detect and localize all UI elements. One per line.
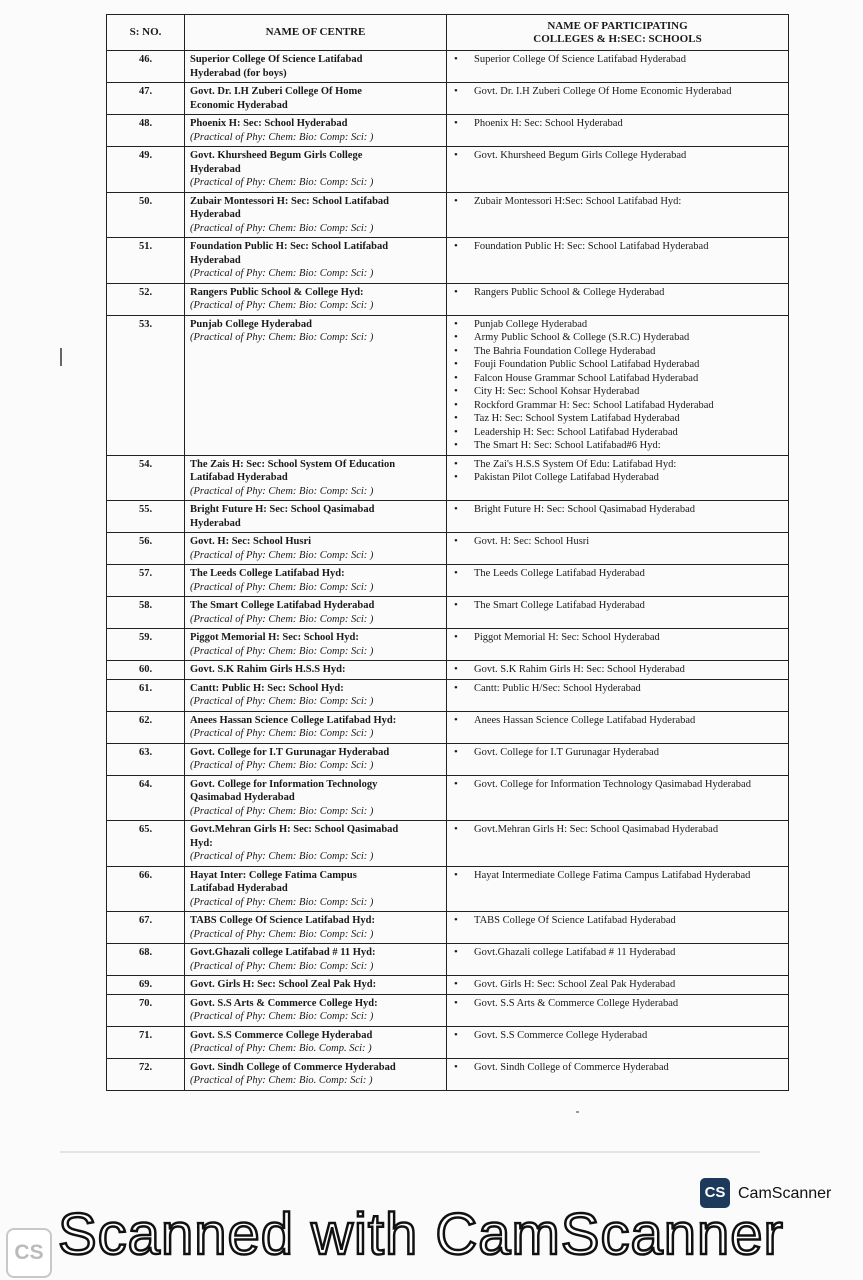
participants-list <box>452 240 783 254</box>
centre-cell <box>185 1026 447 1058</box>
participant-item: • TABS College Of Science Latifabad Hyderabad <box>452 914 783 928</box>
row-serial-number: 65. <box>107 821 185 867</box>
row-serial-number: 68. <box>107 944 185 976</box>
centre-name-line: Govt. Khursheed Begum Girls College <box>190 150 363 161</box>
scanned-with-watermark: Scanned with CamScanner <box>58 1202 784 1267</box>
centre-name-line: Govt. Girls H: Sec: School Zeal Pak Hyd: <box>190 979 377 990</box>
participant-item: • Govt.Ghazali college Latifabad # 11 Hyderabad <box>452 946 783 960</box>
participants-list <box>452 567 783 581</box>
practical-note: (Practical of Phy: Chem: Bio: Comp: Sci: ) <box>190 131 374 143</box>
centre-cell <box>185 976 447 995</box>
centre-name-line: Hyd: <box>190 837 213 849</box>
practical-note: (Practical of Phy: Chem: Bio: Comp: Sci: ) <box>190 268 374 279</box>
table-row <box>107 455 789 501</box>
participants-cell <box>447 912 789 944</box>
participants-list <box>452 458 783 485</box>
participant-item: • Govt. S.S Arts & Commerce College Hyderabad <box>452 997 783 1011</box>
participant-item: • Punjab College Hyderabad <box>452 318 783 332</box>
table-row <box>107 147 789 193</box>
row-serial-number: 63. <box>107 743 185 775</box>
practical-note: (Practical of Phy: Chem: Bio: Comp: Sci: ) <box>190 896 374 908</box>
participant-item: • Superior College Of Science Latifabad Hyderabad <box>452 53 783 67</box>
participants-list <box>452 946 783 960</box>
practical-note: (Practical of Phy: Chem: Bio: Comp: Sci: ) <box>190 177 374 188</box>
participant-item: • Govt. Girls H: Sec: School Zeal Pak Hyderabad <box>452 978 783 992</box>
participant-item: • The Zai's H.S.S System Of Edu: Latifabad Hyd: <box>452 458 783 472</box>
participants-list <box>452 599 783 613</box>
practical-note: (Practical of Phy: Chem: Bio: Comp: Sci: ) <box>190 332 374 343</box>
participants-list <box>452 746 783 760</box>
centre-name-line: Phoenix H: Sec: School Hyderabad <box>190 118 348 129</box>
participant-item: • Govt. Sindh College of Commerce Hyderabad <box>452 1061 783 1075</box>
participants-cell <box>447 821 789 867</box>
practical-note: (Practical of Phy: Chem: Bio: Comp: Sci: ) <box>190 728 374 739</box>
practical-note: (Practical of Phy: Chem: Bio. Comp: Sci: ) <box>190 1075 373 1086</box>
centre-cell <box>185 912 447 944</box>
row-serial-number: 71. <box>107 1026 185 1058</box>
table-row <box>107 944 789 976</box>
centre-cell <box>185 192 447 238</box>
centre-name-line: Bright Future H: Sec: School Qasimabad <box>190 504 375 515</box>
table-row <box>107 192 789 238</box>
participants-cell <box>447 238 789 284</box>
centre-name-line: Govt. Sindh College of Commerce Hyderabad <box>190 1061 396 1073</box>
header-participating-line2: COLLEGES & H:SEC: SCHOOLS <box>533 32 702 45</box>
centre-name-line: Govt. S.K Rahim Girls H.S.S Hyd: <box>190 664 346 675</box>
row-serial-number: 52. <box>107 283 185 315</box>
table-header-row <box>107 15 789 51</box>
participants-cell <box>447 192 789 238</box>
participants-list <box>452 85 783 99</box>
camscanner-watermark-logo-icon: CS <box>6 1228 52 1278</box>
table-row <box>107 994 789 1026</box>
participant-item: • Piggot Memorial H: Sec: School Hyderabad <box>452 631 783 645</box>
participants-cell <box>447 976 789 995</box>
participant-item: • The Smart H: Sec: School Latifabad#6 Hyd: <box>452 439 783 453</box>
participants-list <box>452 663 783 677</box>
participants-cell <box>447 629 789 661</box>
table-row <box>107 743 789 775</box>
centre-name-line: Latifabad Hyderabad <box>190 883 288 894</box>
centres-table <box>106 14 789 1091</box>
centre-name-line: Zubair Montessori H: Sec: School Latifabad <box>190 195 390 207</box>
centre-cell <box>185 565 447 597</box>
table-body <box>107 51 789 1091</box>
practical-note: (Practical of Phy: Chem: Bio: Comp: Sci: ) <box>190 1011 374 1022</box>
centre-name-line: The Leeds College Latifabad Hyd: <box>190 568 345 579</box>
centre-cell <box>185 866 447 912</box>
participant-item: • Govt. College for I.T Gurunagar Hyderabad <box>452 746 783 760</box>
margin-mark <box>60 348 62 366</box>
participants-list <box>452 286 783 300</box>
table-row <box>107 661 789 680</box>
centre-name-line: Govt. S.S Commerce College Hyderabad <box>190 1029 373 1041</box>
centre-name-line: Govt. S.S Arts & Commerce College Hyd: <box>190 997 378 1009</box>
participant-item: • Pakistan Pilot College Latifabad Hyderabad <box>452 471 783 485</box>
table-row <box>107 501 789 533</box>
participants-cell <box>447 597 789 629</box>
participant-item: • Govt. Khursheed Begum Girls College Hyderabad <box>452 149 783 163</box>
participants-cell <box>447 455 789 501</box>
centre-cell <box>185 661 447 680</box>
participants-cell <box>447 711 789 743</box>
row-serial-number: 49. <box>107 147 185 193</box>
participants-cell <box>447 944 789 976</box>
row-serial-number: 67. <box>107 912 185 944</box>
camscanner-label: CamScanner <box>738 1185 832 1202</box>
participants-list <box>452 149 783 163</box>
participants-cell <box>447 1058 789 1090</box>
participants-list <box>452 997 783 1011</box>
participants-cell <box>447 1026 789 1058</box>
practical-note: (Practical of Phy: Chem: Bio: Comp: Sci: ) <box>190 805 374 817</box>
row-serial-number: 60. <box>107 661 185 680</box>
participants-cell <box>447 743 789 775</box>
centre-cell <box>185 775 447 821</box>
participant-item: • Leadership H: Sec: School Latifabad Hyderabad <box>452 426 783 440</box>
participant-item: • The Bahria Foundation College Hyderabad <box>452 345 783 359</box>
row-serial-number: 66. <box>107 866 185 912</box>
table-row <box>107 1026 789 1058</box>
participants-cell <box>447 679 789 711</box>
centre-name-line: Govt. H: Sec: School Husri <box>190 536 312 547</box>
participants-list <box>452 318 783 453</box>
participants-list <box>452 682 783 696</box>
table-row <box>107 315 789 455</box>
centre-cell <box>185 83 447 115</box>
page-bottom-shadow <box>60 1151 760 1153</box>
row-serial-number: 72. <box>107 1058 185 1090</box>
participant-item: • Fouji Foundation Public School Latifabad Hyderabad <box>452 358 783 372</box>
table-row <box>107 51 789 83</box>
participants-cell <box>447 565 789 597</box>
row-serial-number: 61. <box>107 679 185 711</box>
centre-cell <box>185 629 447 661</box>
participant-item: • Cantt: Public H/Sec: School Hyderabad <box>452 682 783 696</box>
practical-note: (Practical of Phy: Chem: Bio: Comp: Sci: ) <box>190 485 374 497</box>
table-row <box>107 533 789 565</box>
centre-name-line: Punjab College Hyderabad <box>190 318 312 330</box>
centre-name-line: Rangers Public School & College Hyd: <box>190 286 364 298</box>
row-serial-number: 51. <box>107 238 185 284</box>
participants-list <box>452 978 783 992</box>
participant-item: • Phoenix H: Sec: School Hyderabad <box>452 117 783 131</box>
participant-item: • The Smart College Latifabad Hyderabad <box>452 599 783 613</box>
centre-name-line: Superior College Of Science Latifabad <box>190 54 363 65</box>
practical-note: (Practical of Phy: Chem: Bio: Comp: Sci: ) <box>190 222 374 234</box>
centre-cell <box>185 821 447 867</box>
centre-cell <box>185 994 447 1026</box>
centre-name-line: The Zais H: Sec: School System Of Education <box>190 458 396 470</box>
centre-name-line: Govt. College for Information Technology <box>190 778 378 790</box>
practical-note: (Practical of Phy: Chem: Bio: Comp: Sci: ) <box>190 300 374 311</box>
participant-item: • Hayat Intermediate College Fatima Campus Latifabad Hyderabad <box>452 869 783 883</box>
participants-cell <box>447 501 789 533</box>
participants-list <box>452 869 783 883</box>
participants-list <box>452 631 783 645</box>
participants-cell <box>447 315 789 455</box>
centre-cell <box>185 501 447 533</box>
participants-list <box>452 714 783 728</box>
centre-name-line: Foundation Public H: Sec: School Latifabad <box>190 241 389 252</box>
participant-item: • The Leeds College Latifabad Hyderabad <box>452 567 783 581</box>
centre-name-line: Govt. College for I.T Gurunagar Hyderabad <box>190 746 390 758</box>
participant-item: • Govt. S.S Commerce College Hyderabad <box>452 1029 783 1043</box>
participants-list <box>452 914 783 928</box>
row-serial-number: 46. <box>107 51 185 83</box>
participants-cell <box>447 775 789 821</box>
participants-list <box>452 117 783 131</box>
participant-item: • Bright Future H: Sec: School Qasimabad Hyderabad <box>452 503 783 517</box>
participant-item: • Taz H: Sec: School System Latifabad Hyderabad <box>452 412 783 426</box>
centre-cell <box>185 283 447 315</box>
row-serial-number: 55. <box>107 501 185 533</box>
centre-name-line: Hayat Inter: College Fatima Campus <box>190 869 357 881</box>
table-row <box>107 629 789 661</box>
practical-note: (Practical of Phy: Chem: Bio: Comp: Sci: ) <box>190 960 374 972</box>
practical-note: (Practical of Phy: Chem: Bio: Comp: Sci: ) <box>190 851 374 862</box>
table-row <box>107 775 789 821</box>
row-serial-number: 50. <box>107 192 185 238</box>
table-row <box>107 565 789 597</box>
participant-item: • Govt. Dr. I.H Zuberi College Of Home Economic Hyderabad <box>452 85 783 99</box>
centre-cell <box>185 238 447 284</box>
centre-cell <box>185 533 447 565</box>
participants-cell <box>447 661 789 680</box>
row-serial-number: 48. <box>107 115 185 147</box>
centre-name-line: Hyderabad <box>190 209 241 220</box>
table-row <box>107 83 789 115</box>
table-row <box>107 238 789 284</box>
centre-name-line: Cantt: Public H: Sec: School Hyd: <box>190 682 344 694</box>
practical-note: (Practical of Phy: Chem: Bio: Comp: Sci: ) <box>190 760 374 771</box>
row-serial-number: 56. <box>107 533 185 565</box>
row-serial-number: 70. <box>107 994 185 1026</box>
centre-name-line: Govt.Mehran Girls H: Sec: School Qasimabad <box>190 824 399 835</box>
table-row <box>107 115 789 147</box>
row-serial-number: 62. <box>107 711 185 743</box>
centre-name-line: Piggot Memorial H: Sec: School Hyd: <box>190 632 359 643</box>
centre-name-line: Anees Hassan Science College Latifabad Hyd: <box>190 714 397 726</box>
participants-list <box>452 1061 783 1075</box>
scan-speck <box>576 1111 579 1113</box>
table-row <box>107 821 789 867</box>
row-serial-number: 69. <box>107 976 185 995</box>
camscanner-logo-icon: CS <box>700 1178 730 1208</box>
participants-list <box>452 1029 783 1043</box>
practical-note: (Practical of Phy: Chem: Bio: Comp: Sci: ) <box>190 581 374 593</box>
centre-name-line: Hyderabad <box>190 517 241 529</box>
practical-note: (Practical of Phy: Chem: Bio: Comp: Sci: ) <box>190 645 374 657</box>
centre-cell <box>185 597 447 629</box>
table-row <box>107 597 789 629</box>
centre-name-line: Latifabad Hyderabad <box>190 472 288 483</box>
participants-cell <box>447 51 789 83</box>
header-participating <box>447 15 789 51</box>
centre-cell <box>185 1058 447 1090</box>
centre-name-line: Govt. Dr. I.H Zuberi College Of Home <box>190 86 362 97</box>
participants-cell <box>447 866 789 912</box>
participants-cell <box>447 533 789 565</box>
centre-name-line: Qasimabad Hyderabad <box>190 792 295 803</box>
participant-item: • Govt. S.K Rahim Girls H: Sec: School Hyderabad <box>452 663 783 677</box>
table-row <box>107 976 789 995</box>
centre-cell <box>185 711 447 743</box>
row-serial-number: 64. <box>107 775 185 821</box>
practical-note: (Practical of Phy: Chem: Bio: Comp: Sci: ) <box>190 928 374 940</box>
participants-list <box>452 503 783 517</box>
table-row <box>107 866 789 912</box>
row-serial-number: 58. <box>107 597 185 629</box>
participant-item: • City H: Sec: School Kohsar Hyderabad <box>452 385 783 399</box>
header-participating-line1: NAME OF PARTICIPATING <box>547 19 688 32</box>
row-serial-number: 47. <box>107 83 185 115</box>
centre-cell <box>185 944 447 976</box>
row-serial-number: 59. <box>107 629 185 661</box>
participant-item: • Anees Hassan Science College Latifabad Hyderabad <box>452 714 783 728</box>
centre-cell <box>185 315 447 455</box>
participant-item: • Govt. H: Sec: School Husri <box>452 535 783 549</box>
participant-item: • Army Public School & College (S.R.C) Hyderabad <box>452 331 783 345</box>
participant-item: • Falcon House Grammar School Latifabad Hyderabad <box>452 372 783 386</box>
centre-name-line: Economic Hyderabad <box>190 99 288 111</box>
header-sno: S: NO. <box>107 15 185 51</box>
participants-list <box>452 535 783 549</box>
centre-name-line: TABS College Of Science Latifabad Hyd: <box>190 915 376 926</box>
row-serial-number: 54. <box>107 455 185 501</box>
participants-cell <box>447 147 789 193</box>
participant-item: • Rangers Public School & College Hyderabad <box>452 286 783 300</box>
table-row <box>107 679 789 711</box>
participants-cell <box>447 283 789 315</box>
practical-note: (Practical of Phy: Chem: Bio: Comp: Sci: ) <box>190 549 374 561</box>
participant-item: • Zubair Montessori H:Sec: School Latifabad Hyd: <box>452 195 783 209</box>
centre-cell <box>185 115 447 147</box>
participants-list <box>452 778 783 792</box>
centre-name-line: Hyderabad (for boys) <box>190 67 287 79</box>
practical-note: (Practical of Phy: Chem: Bio: Comp: Sci: ) <box>190 613 374 625</box>
practical-note: (Practical of Phy: Chem: Bio. Comp. Sci: ) <box>190 1043 372 1054</box>
table-row <box>107 912 789 944</box>
participants-list <box>452 195 783 209</box>
table-row <box>107 1058 789 1090</box>
centre-cell <box>185 679 447 711</box>
participant-item: • Govt. College for Information Technology Qasimabad Hyderabad <box>452 778 783 792</box>
participants-list <box>452 53 783 67</box>
table-row <box>107 283 789 315</box>
centre-cell <box>185 51 447 83</box>
centre-cell <box>185 455 447 501</box>
centre-name-line: Govt.Ghazali college Latifabad # 11 Hyd: <box>190 947 376 958</box>
participants-cell <box>447 83 789 115</box>
centre-name-line: Hyderabad <box>190 163 241 175</box>
practical-note: (Practical of Phy: Chem: Bio: Comp: Sci: ) <box>190 696 374 707</box>
participant-item: • Foundation Public H: Sec: School Latifabad Hyderabad <box>452 240 783 254</box>
centre-name-line: Hyderabad <box>190 254 241 266</box>
header-centre: NAME OF CENTRE <box>185 15 447 51</box>
centre-cell <box>185 743 447 775</box>
participant-item: • Rockford Grammar H: Sec: School Latifabad Hyderabad <box>452 399 783 413</box>
row-serial-number: 53. <box>107 315 185 455</box>
centre-name-line: The Smart College Latifabad Hyderabad <box>190 600 375 611</box>
participants-cell <box>447 115 789 147</box>
table-row <box>107 711 789 743</box>
participants-list <box>452 823 783 837</box>
participant-item: • Govt.Mehran Girls H: Sec: School Qasimabad Hyderabad <box>452 823 783 837</box>
row-serial-number: 57. <box>107 565 185 597</box>
centre-cell <box>185 147 447 193</box>
participants-cell <box>447 994 789 1026</box>
